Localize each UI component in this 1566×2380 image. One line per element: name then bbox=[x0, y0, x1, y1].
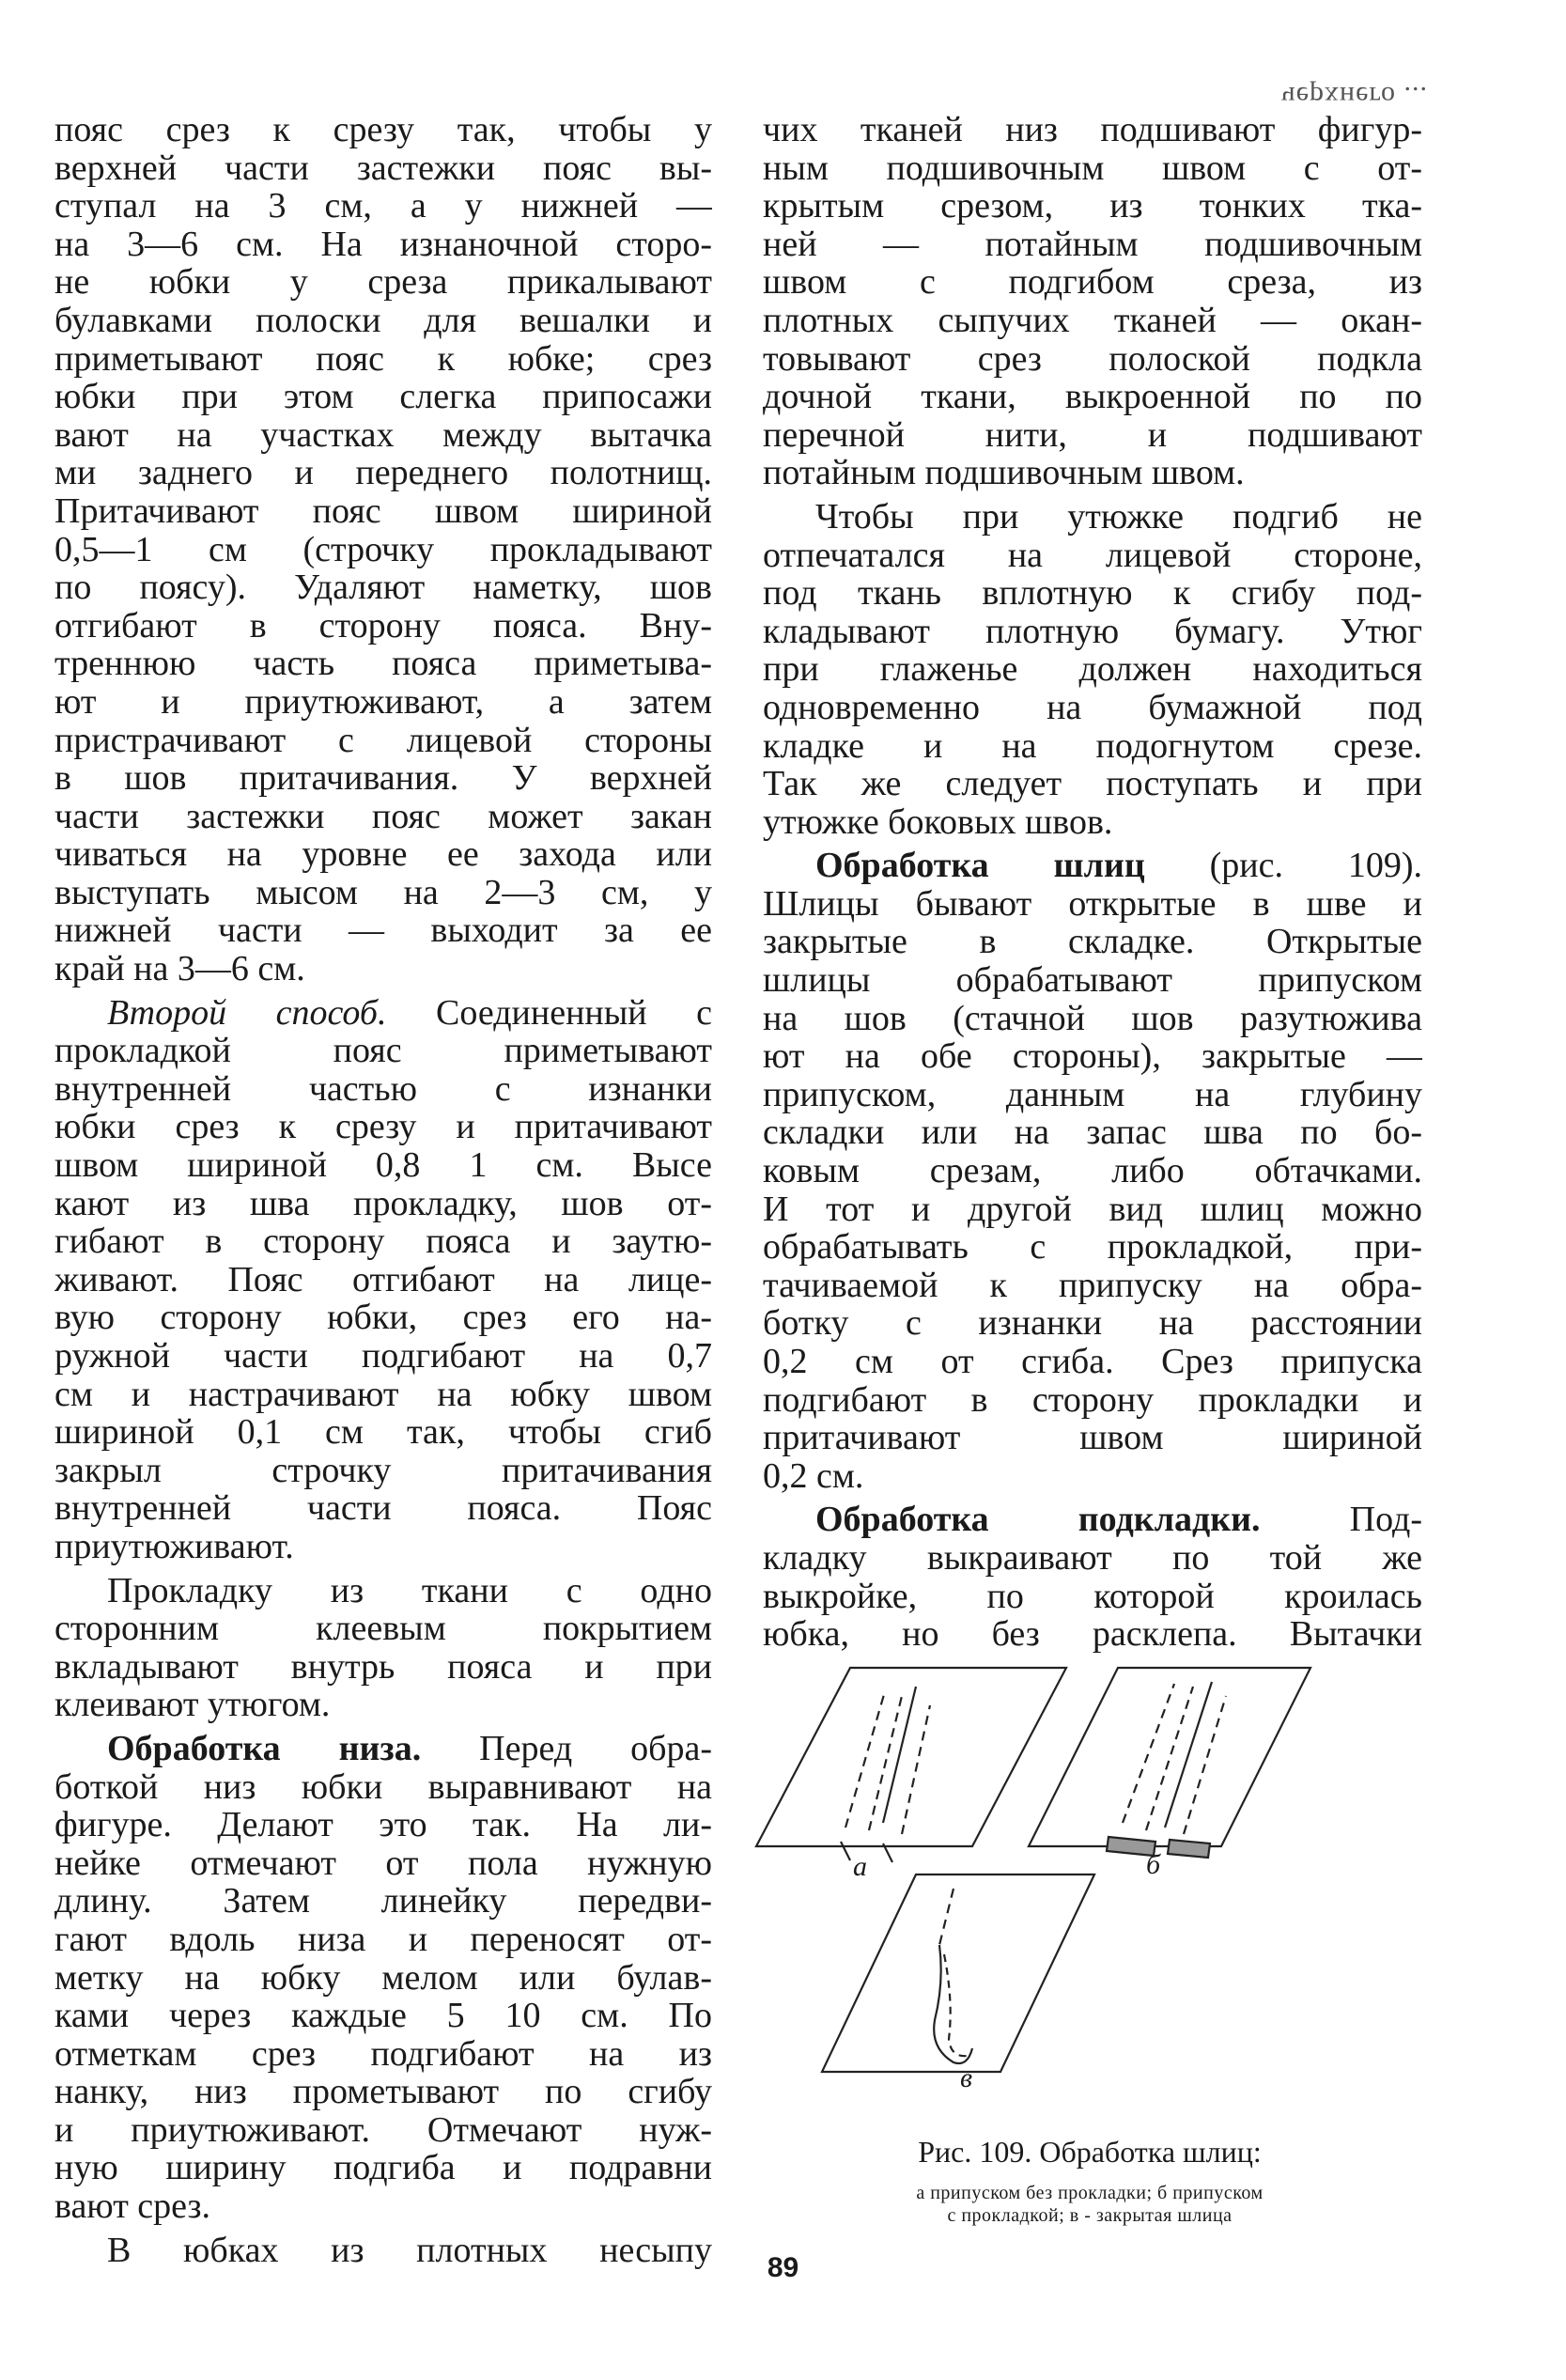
line-text: булавками полоски для вешалки и bbox=[54, 301, 712, 340]
line-text: подгибают в сторону прокладки и bbox=[763, 1380, 1422, 1420]
text-line bbox=[763, 923, 1422, 961]
text-line bbox=[54, 1299, 712, 1337]
text-line bbox=[763, 1113, 1422, 1152]
line-text: ботку с изнанки на расстоянии bbox=[763, 1304, 1422, 1343]
line-text: И тот и другой вид шлиц можно bbox=[763, 1190, 1422, 1229]
line-text: по поясу). Удаляют наметку, шов bbox=[54, 568, 712, 607]
line-text: тачиваемой к припуску на обра- bbox=[763, 1266, 1422, 1305]
section-heading: Обработка подкладки. bbox=[815, 1501, 1261, 1539]
text-line bbox=[54, 492, 712, 531]
line-text: Перед обра- bbox=[421, 1729, 712, 1768]
section-heading: Обработка низа. bbox=[107, 1729, 422, 1768]
text-line bbox=[54, 1959, 712, 1998]
text-line bbox=[763, 340, 1422, 379]
text-line bbox=[54, 1413, 712, 1452]
line-text: не юбки у среза прикалывают bbox=[54, 263, 712, 302]
figure-caption: Рис. 109. Обработка шлиц: bbox=[918, 2135, 1262, 2169]
line-text: длину. Затем линейку передви- bbox=[54, 1882, 712, 1921]
line-text: нанку, низ прометывают по сгибу bbox=[54, 2073, 712, 2111]
text-line bbox=[54, 607, 712, 646]
text-line bbox=[763, 765, 1422, 803]
text-line bbox=[54, 2187, 712, 2226]
text-line bbox=[763, 1190, 1422, 1229]
text-line bbox=[763, 613, 1422, 651]
text-line bbox=[54, 1768, 712, 1807]
text-line bbox=[54, 226, 712, 264]
text-line bbox=[763, 1539, 1422, 1578]
line-text: Соединенный с bbox=[386, 993, 712, 1033]
line-text: ют на обе стороны), закрытые — bbox=[763, 1037, 1422, 1076]
panel-a-stitch-left bbox=[845, 1691, 885, 1828]
line-text: швом с подгибом среза, из bbox=[763, 263, 1422, 302]
line-text: В юбках из плотных несыпу bbox=[107, 2231, 712, 2270]
label-c: в bbox=[960, 2062, 973, 2093]
caption-legend-line-1: а припуском без прокладки; б припуском bbox=[916, 2183, 1264, 2203]
text-line bbox=[763, 1419, 1422, 1457]
line-text: ружной части подгибают на 0,7 bbox=[54, 1337, 712, 1376]
text-line bbox=[54, 568, 712, 607]
line-text: Прокладку из ткани с одно bbox=[107, 1571, 712, 1610]
text-line bbox=[763, 498, 1422, 537]
text-line bbox=[54, 378, 712, 416]
line-text: нижней части — выходит за ее bbox=[54, 911, 712, 951]
line-text: потайным подшивочным швом. bbox=[763, 454, 1245, 492]
line-text: закрытые в складке. Открытые bbox=[763, 923, 1422, 962]
line-text: сторонним клеевым покрытием bbox=[54, 1610, 712, 1648]
text-line bbox=[54, 1648, 712, 1687]
running-head: черхнего ... bbox=[1280, 81, 1428, 112]
line-text: юбки срез к срезу и притачивают bbox=[54, 1108, 712, 1147]
text-line bbox=[54, 911, 712, 950]
line-text: гибают в сторону пояса и заутю- bbox=[54, 1222, 712, 1261]
line-text: прокладкой пояс приметывают bbox=[54, 1032, 712, 1070]
line-text: плотных сыпучих тканей — окан- bbox=[763, 301, 1422, 340]
page-number: 89 bbox=[767, 2252, 799, 2283]
figure-109 bbox=[752, 1663, 1428, 2095]
line-text: ками через каждые 5 10 см. По bbox=[54, 1997, 712, 2035]
line-text: юбка, но без расклепа. Вытачки bbox=[763, 1615, 1422, 1654]
line-text: отметкам срез подгибают на из bbox=[54, 2034, 712, 2074]
line-text: ступал на 3 см, а у нижней — bbox=[54, 187, 712, 226]
text-line bbox=[763, 1152, 1422, 1190]
line-text: отгибают в сторону пояса. Вну- bbox=[54, 606, 712, 646]
line-text: вают срез. bbox=[54, 2187, 211, 2226]
text-line bbox=[54, 645, 712, 683]
text-line bbox=[54, 2149, 712, 2187]
figure-caption-legend bbox=[752, 2182, 1428, 2227]
text-line bbox=[54, 798, 712, 836]
text-line bbox=[54, 1452, 712, 1490]
line-text: внутренней частью с изнанки bbox=[54, 1069, 712, 1109]
line-text: выступать мысом на 2—3 см, у bbox=[54, 873, 712, 912]
text-line bbox=[763, 1578, 1422, 1616]
text-line bbox=[763, 111, 1422, 149]
line-text: ную ширину подгиба и подравни bbox=[54, 2149, 712, 2188]
text-line bbox=[763, 1037, 1422, 1076]
text-line bbox=[763, 803, 1422, 842]
right-column bbox=[763, 111, 1422, 1654]
line-text: в шов притачивания. У верхней bbox=[54, 759, 712, 798]
text-line bbox=[763, 1267, 1422, 1305]
line-text: приутюживают. bbox=[54, 1527, 294, 1566]
line-text: выкройке, по которой кроилась bbox=[763, 1577, 1422, 1616]
text-line bbox=[763, 378, 1422, 416]
line-text: закрыл строчку притачивания bbox=[54, 1451, 712, 1490]
line-text: крытым срезом, из тонких тка- bbox=[763, 187, 1422, 226]
text-line bbox=[763, 727, 1422, 766]
line-text: Чтобы при утюжке подгиб не bbox=[815, 497, 1422, 537]
panel-b-interlining-right bbox=[1168, 1840, 1210, 1858]
text-line bbox=[54, 835, 712, 874]
text-line bbox=[54, 1997, 712, 2035]
text-line bbox=[763, 650, 1422, 689]
line-text: отпечатался на лицевой стороне, bbox=[763, 536, 1422, 575]
text-line bbox=[54, 994, 712, 1033]
line-text: кладывают плотную бумагу. Утюг bbox=[763, 612, 1422, 651]
panel-a-fold bbox=[883, 1687, 916, 1823]
line-text: верхней части застежки пояс вы- bbox=[54, 148, 712, 188]
panel-c-pleat-stitch bbox=[944, 1954, 968, 2056]
line-text: кладке и на подогнутом срезе. bbox=[763, 726, 1422, 766]
text-line bbox=[54, 683, 712, 722]
panel-b-stitch-mid bbox=[1146, 1687, 1193, 1830]
text-line bbox=[54, 2035, 712, 2074]
line-text: под ткань вплотную к сгибу под- bbox=[763, 574, 1422, 613]
panel-c-stitch-top bbox=[939, 1889, 954, 1945]
line-text: вкладывают внутрь пояса и при bbox=[54, 1647, 712, 1687]
text-line bbox=[763, 263, 1422, 302]
line-text: дочной ткани, выкроенной по по bbox=[763, 378, 1422, 416]
italic-heading: Второй способ. bbox=[107, 993, 387, 1033]
text-line bbox=[54, 759, 712, 798]
line-text: шириной 0,1 см так, чтобы сгиб bbox=[54, 1413, 712, 1452]
line-text: складки или на запас шва по бо- bbox=[763, 1113, 1422, 1153]
text-line bbox=[763, 689, 1422, 727]
label-b: б bbox=[1146, 1849, 1161, 1880]
line-text: юбки при этом слегка припосажи bbox=[54, 378, 712, 416]
line-text: гают вдоль низа и переносят от- bbox=[54, 1920, 712, 1959]
text-line bbox=[763, 1343, 1422, 1381]
line-text: вую сторону юбки, срез его на- bbox=[54, 1299, 712, 1337]
text-line bbox=[54, 1146, 712, 1185]
line-text: части застежки пояс может закан bbox=[54, 797, 712, 836]
text-line bbox=[763, 1381, 1422, 1420]
text-line bbox=[54, 1572, 712, 1610]
line-text: Под- bbox=[1260, 1501, 1422, 1539]
text-line bbox=[54, 1528, 712, 1566]
text-line bbox=[54, 1222, 712, 1261]
line-text: швом шириной 0,8 1 см. Высе bbox=[54, 1146, 712, 1185]
panel-c-sheet bbox=[822, 1874, 1094, 2072]
text-line bbox=[763, 1228, 1422, 1267]
line-text: ней — потайным подшивочным bbox=[763, 225, 1422, 264]
text-line bbox=[54, 1882, 712, 1921]
line-text: приметывают пояс к юбке; срез bbox=[54, 339, 712, 379]
line-text: (рис. 109). bbox=[1144, 847, 1422, 885]
panel-a-sheet bbox=[756, 1668, 1066, 1846]
line-text: край на 3—6 см. bbox=[54, 950, 305, 988]
line-text: вают на участках между вытачка bbox=[54, 415, 712, 455]
text-line bbox=[54, 1337, 712, 1376]
line-text: чих тканей низ подшивают фигур- bbox=[763, 111, 1422, 149]
caption-legend-line-2: с прокладкой; в - закрытая шлица bbox=[947, 2205, 1233, 2226]
line-text: при глаженье должен находиться bbox=[763, 650, 1422, 689]
text-line bbox=[54, 1376, 712, 1414]
line-text: Так же следует поступать и при bbox=[763, 765, 1422, 803]
left-column bbox=[54, 111, 712, 2269]
text-line bbox=[54, 1921, 712, 1959]
line-text: см и настрачивают на юбку швом bbox=[54, 1375, 712, 1414]
text-line bbox=[763, 187, 1422, 226]
text-line bbox=[54, 1070, 712, 1109]
text-line bbox=[54, 1032, 712, 1070]
text-line bbox=[763, 302, 1422, 340]
section-heading: Обработка шлиц bbox=[815, 847, 1145, 885]
line-text: перечной нити, и подшивают bbox=[763, 415, 1422, 455]
line-text: боткой низ юбки выравнивают на bbox=[54, 1767, 712, 1807]
text-line bbox=[763, 1457, 1422, 1496]
text-line bbox=[54, 531, 712, 569]
text-line bbox=[763, 1501, 1422, 1539]
line-text: треннюю часть пояса приметыва- bbox=[54, 645, 712, 683]
text-line bbox=[54, 340, 712, 379]
text-line bbox=[54, 1610, 712, 1648]
text-line bbox=[54, 950, 712, 988]
text-line bbox=[54, 454, 712, 492]
line-text: внутренней части пояса. Пояс bbox=[54, 1489, 712, 1528]
text-line bbox=[763, 416, 1422, 455]
line-text: обрабатывать с прокладкой, при- bbox=[763, 1228, 1422, 1267]
line-text: 0,5—1 см (строчку прокладывают bbox=[54, 530, 712, 569]
text-line bbox=[54, 874, 712, 912]
line-text: Притачивают пояс швом шириной bbox=[54, 491, 712, 531]
text-line bbox=[763, 847, 1422, 885]
text-line bbox=[54, 1185, 712, 1223]
text-line bbox=[763, 961, 1422, 1000]
line-text: чиваться на уровне ее захода или bbox=[54, 835, 712, 874]
line-text: кладку выкраивают по той же bbox=[763, 1538, 1422, 1578]
label-a: а bbox=[853, 1851, 867, 1882]
text-line bbox=[54, 1261, 712, 1299]
line-text: утюжке боковых швов. bbox=[763, 802, 1113, 842]
text-line bbox=[54, 1844, 712, 1883]
text-line bbox=[763, 885, 1422, 924]
line-text: ным подшивочным швом с от- bbox=[763, 148, 1422, 188]
text-line bbox=[763, 574, 1422, 613]
text-line bbox=[763, 1615, 1422, 1654]
text-line bbox=[54, 1489, 712, 1528]
text-line bbox=[54, 416, 712, 455]
line-text: товывают срез полоской подкла bbox=[763, 339, 1422, 379]
text-line bbox=[763, 1304, 1422, 1343]
panel-b-stitch-left bbox=[1123, 1684, 1174, 1823]
panel-c-pleat-fold bbox=[934, 1945, 972, 2063]
line-text: Шлицы бывают открытые в шве и bbox=[763, 884, 1422, 924]
line-text: пристрачивают с лицевой стороны bbox=[54, 721, 712, 760]
line-text: кают из шва прокладку, шов от- bbox=[54, 1184, 712, 1223]
text-line bbox=[54, 149, 712, 188]
line-text: на шов (стачной шов разутюжива bbox=[763, 999, 1422, 1038]
line-text: одновременно на бумажной под bbox=[763, 688, 1422, 727]
text-line bbox=[54, 111, 712, 149]
text-line bbox=[54, 187, 712, 226]
line-text: припуском, данным на глубину bbox=[763, 1075, 1422, 1114]
panel-b-stitch-right bbox=[1184, 1696, 1226, 1834]
text-line bbox=[54, 2073, 712, 2111]
text-line bbox=[54, 1730, 712, 1768]
line-text: фигуре. Делают это так. На ли- bbox=[54, 1806, 712, 1844]
line-text: шлицы обрабатывают припуском bbox=[763, 961, 1422, 1000]
text-line bbox=[54, 302, 712, 340]
text-line bbox=[54, 722, 712, 760]
line-text: метку на юбку мелом или булав- bbox=[54, 1958, 712, 1998]
line-text: 0,2 см. bbox=[763, 1456, 864, 1496]
text-line bbox=[763, 537, 1422, 575]
text-line bbox=[763, 149, 1422, 188]
line-text: и приутюживают. Отмечают нуж- bbox=[54, 2110, 712, 2150]
line-text: пояс срез к срезу так, чтобы у bbox=[54, 111, 712, 149]
line-text: клеивают утюгом. bbox=[54, 1686, 331, 1724]
line-text: нейке отмечают от пола нужную bbox=[54, 1843, 712, 1883]
line-text: ковым срезам, либо обтачками. bbox=[763, 1152, 1422, 1190]
line-text: ют и приутюживают, а затем bbox=[54, 682, 712, 722]
line-text: притачивают швом шириной bbox=[763, 1419, 1422, 1457]
line-text: ми заднего и переднего полотнищ. bbox=[54, 454, 712, 492]
text-line bbox=[54, 1806, 712, 1844]
line-text: 0,2 см от сгиба. Срез припуска bbox=[763, 1343, 1422, 1381]
text-line bbox=[763, 1000, 1422, 1038]
text-line bbox=[763, 1076, 1422, 1114]
line-text: живают. Пояс отгибают на лице- bbox=[54, 1260, 712, 1299]
line-text: на 3—6 см. На изнаночной сторо- bbox=[54, 225, 712, 264]
text-line bbox=[763, 226, 1422, 264]
text-line bbox=[54, 2111, 712, 2150]
text-line bbox=[54, 1108, 712, 1146]
text-line bbox=[763, 454, 1422, 492]
text-line bbox=[54, 1686, 712, 1724]
text-line bbox=[54, 263, 712, 302]
